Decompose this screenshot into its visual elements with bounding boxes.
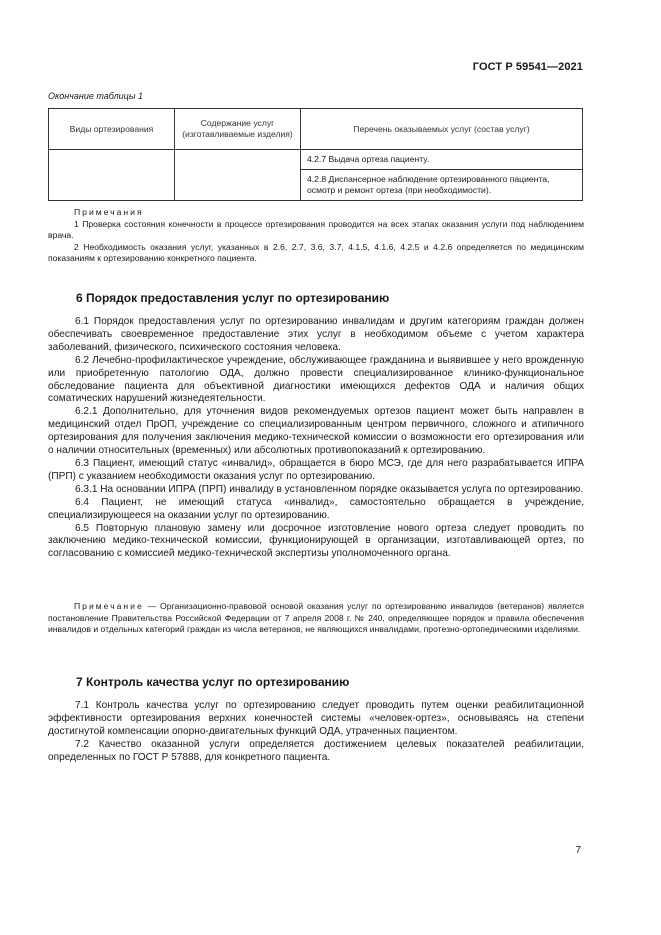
note-item: 1 Проверка состояния конечности в процессе ортезирования проводится на всех этапах оказания услуги под наблюдением врача.: [48, 218, 584, 240]
paragraph: 6.4 Пациент, не имеющий статуса «инвалид», самостоятельно обращается в учреждение, специализирующееся на оказании услуг по ортезированию.: [48, 496, 584, 521]
table-notes: [48, 207, 584, 265]
table-cell-service: 4.2.7 Выдача ортеза пациенту.: [301, 150, 583, 170]
section-7-heading: 7 Контроль качества услуг по ортезированию: [76, 675, 350, 689]
notes-title: Примечания: [74, 207, 144, 217]
table-cell-empty: [49, 150, 175, 201]
table-cell-service: 4.2.8 Диспансерное наблюдение ортезированного пациента, осмотр и ремонт ортеза (при необходимости).: [301, 170, 583, 201]
section-6-heading: 6 Порядок предоставления услуг по ортезированию: [76, 291, 390, 305]
paragraph: 6.3.1 На основании ИПРА (ПРП) инвалиду в установленном порядке оказывается услуга по ортезированию.: [75, 483, 584, 495]
paragraph: 7.1 Контроль качества услуг по ортезированию следует проводить путем оценки реабилитационной эффективности ортезирования верхних конечностей системы «человек-ортез», основываясь на степени достигнутой компенсации опорно-двигательных функций ОДА, утраченных пациентом.: [48, 700, 584, 737]
page-number: 7: [575, 845, 581, 856]
section-7-body: [48, 700, 584, 765]
table-header-row: [49, 109, 583, 150]
paragraph: 6.2.1 Дополнительно, для уточнения видов рекомендуемых ортезов пациент может быть направлен в медицинский отдел ПрОП, учреждение со специализированным центром первичного, сложного и атипичного ортезирования для получения заключения медико-технической комиссии о возможности его ортезирования или о наличии относительных (временных) или абсолютных противопоказаний к ортезированию.: [48, 406, 584, 457]
section-6-body: [48, 316, 584, 561]
paragraph: 6.5 Повторную плановую замену или досрочное изготовление нового ортеза следует проводить по заключению медико-технической комиссии, функционирующей в организации, изготавливающей ортез, по согласованию с комиссией медико-технической экспертизы уполномоченного органа.: [48, 522, 584, 560]
table-cell-empty: [175, 150, 301, 201]
paragraph: 6.2 Лечебно-профилактическое учреждение, обслуживающее гражданина и выявившее у него врожденную или приобретенную патологию ОДА, должно провести специализированное клинико-функциональное обследование пациента для объективной диагностики имеющихся дефектов ОДА и наличия общих соматических нарушений жизнедеятельности.: [48, 354, 584, 405]
table-header-types: Виды ортезирования: [49, 109, 175, 150]
paragraph: 7.2 Качество оказанной услуги определяется достижением целевых показателей реабилитации, определенных по ГОСТ Р 57888, для конкретного пациента.: [48, 738, 584, 763]
table-row: [49, 150, 583, 170]
standard-designation: ГОСТ Р 59541—2021: [472, 61, 583, 73]
table-header-content: Содержание услуг (изготавливаемые изделия): [175, 109, 301, 150]
paragraph: 6.3 Пациент, имеющий статус «инвалид», обращается в бюро МСЭ, где для него разрабатывается ИПРА (ПРП) с указанием необходимости оказания услуг по ортезированию.: [48, 457, 584, 482]
note-label: Примечание: [74, 601, 144, 611]
paragraph: 6.1 Порядок предоставления услуг по ортезированию инвалидам и другим категориям граждан должен обеспечивать своевременное предоставление этих услуг в необходимом объеме с учетом характера заболеваний, физического, психического состояния человека.: [48, 316, 584, 353]
services-table: [48, 108, 583, 201]
note-text: — Организационно-правовой основой оказания услуг по ортезированию инвалидов (ветеранов) является постановление Правительства Российской Федерации от 7 апреля 2008 г. № 240, определяющее порядок и правила обеспечения инвалидов и отдельных категорий граждан из числа ветеранов, не являющихся инвалидами, протезно-ортопедическими изделиями.: [48, 601, 584, 634]
note-item: 2 Необходимость оказания услуг, указанных в 2.6, 2.7, 3.6, 3.7, 4.1.5, 4.1.6, 4.2.5 и 4.2.6 определяется по медицинским показаниям к ортезированию конкретного пациента.: [48, 241, 584, 263]
table-caption: Окончание таблицы 1: [48, 91, 143, 101]
section-6-note: [48, 601, 584, 636]
note-paragraph: [48, 601, 584, 636]
table-header-services: Перечень оказываемых услуг (состав услуг): [301, 109, 583, 150]
